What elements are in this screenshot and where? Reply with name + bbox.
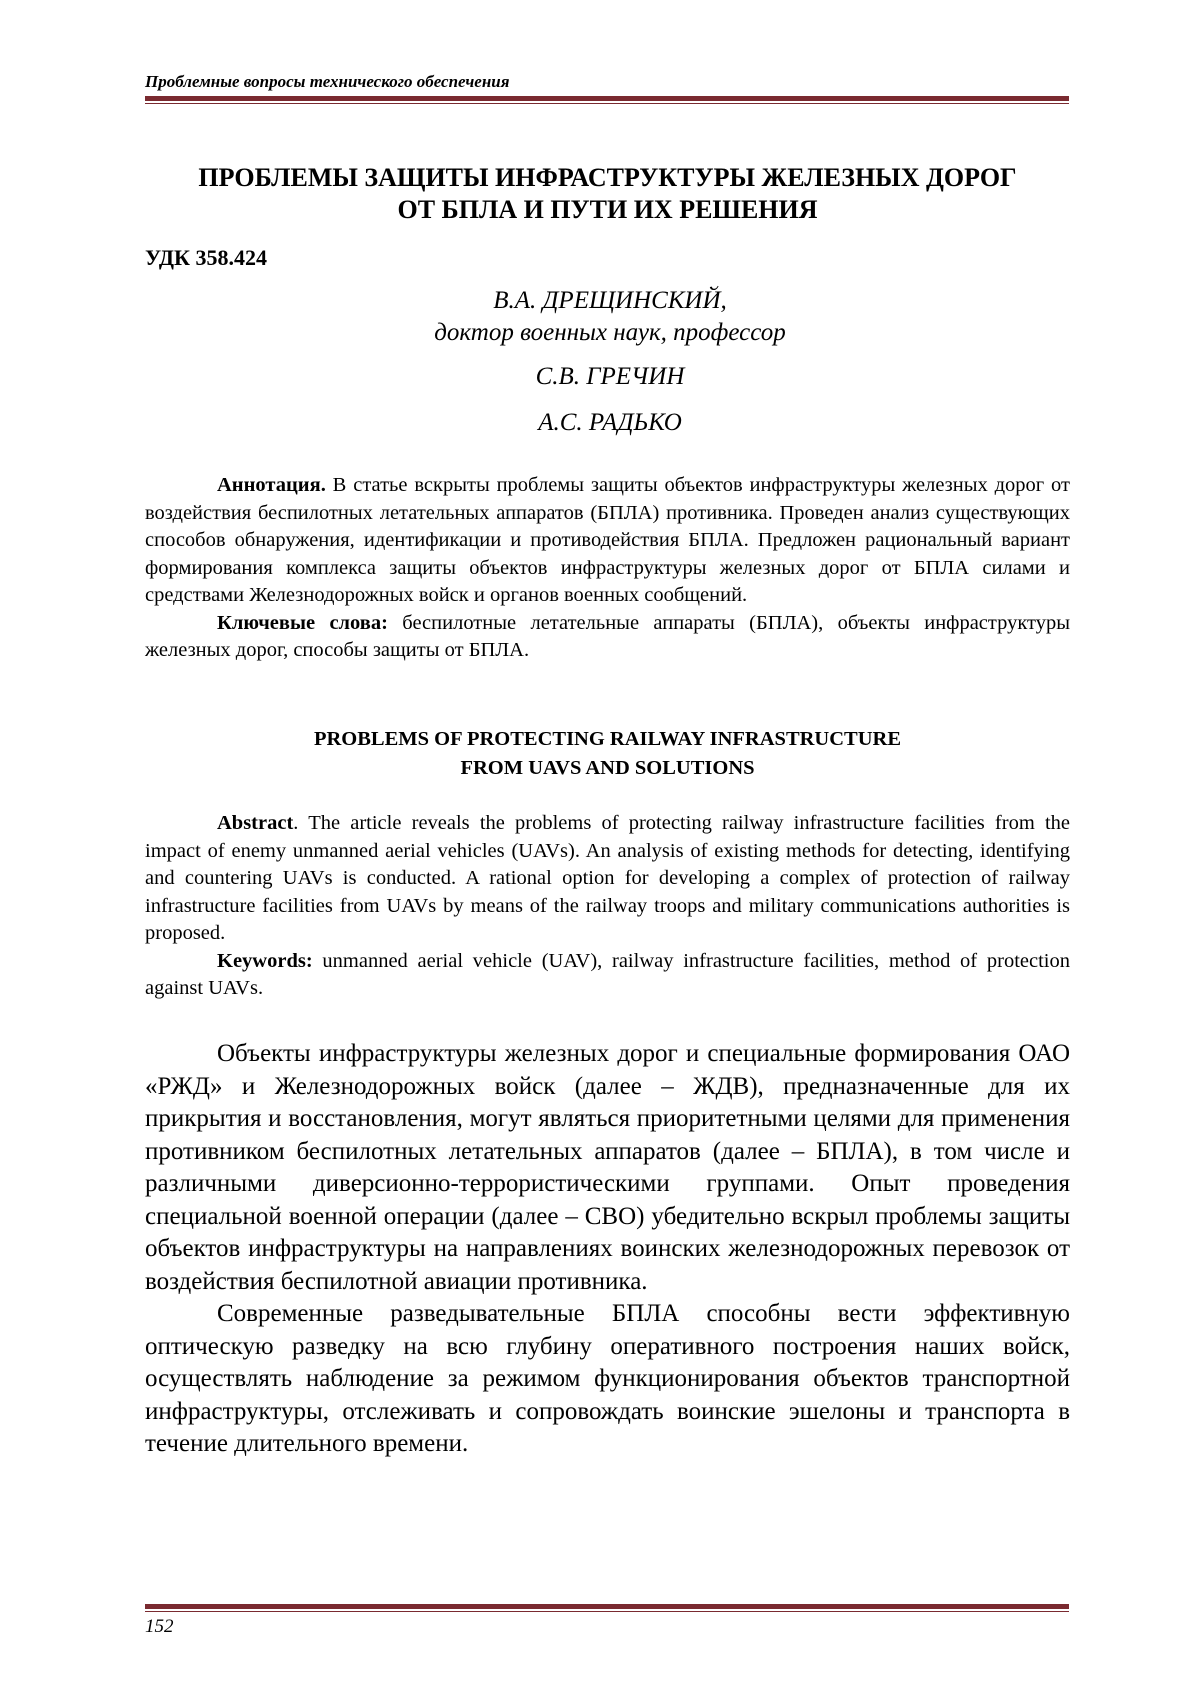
article-title-line-2: ОТ БПЛА И ПУТИ ИХ РЕШЕНИЯ [397,195,818,224]
keywords-label-en: Keywords: [217,949,313,972]
author-list [350,285,870,439]
body-paragraph-1: Объекты инфраструктуры железных дорог и специальные формирования ОАО «РЖД» и Железнодорожных войск (далее – ЖДВ), предназначенные для их прикрытия и восстановления, могут являться приоритетными целями для применения противником беспилотных летательных аппаратов (далее – БПЛА), в том числе и различными диверсионно-террористическими группами. Опыт проведения специальной военной операции (далее – СВО) убедительно вскрыл проблемы защиты объектов инфраструктуры на направлениях воинских железнодорожных перевозок от воздействия беспилотной авиации противника. [145,1040,1070,1295]
author-name-2: С.В. ГРЕЧИН [535,363,685,390]
body-paragraph-2: Современные разведывательные БПЛА способны вести эффективную оптическую разведку на всю глубину оперативного построения наших войск, осуществлять наблюдение за режимом функционирования объектов транспортной инфраструктуры, отслеживать и сопровождать воинские эшелоны и транспорта в течение длительного времени. [145,1300,1070,1457]
running-header: Проблемные вопросы технического обеспечения [145,72,510,91]
author-name-3: А.С. РАДЬКО [538,409,682,436]
russian-abstract-paragraph [145,472,1070,610]
keywords-text-en: unmanned aerial vehicle (UAV), railway infrastructure facilities, method of protection against UAVs. [145,949,1070,999]
abstract-text: . The article reveals the problems of protecting railway infrastructure facilities from the impact of enemy unmanned aerial vehicles (UAVs). An analysis of existing methods for detecting, identifying and countering UAVs is conducted. A rational option for developing a complex of protection of railway infrastructure facilities from UAVs by means of the railway troops and military communications authorities is proposed. [145,812,1070,944]
keywords-label-ru: Ключевые слова: [217,611,388,634]
russian-keywords-paragraph [145,610,1070,665]
abstract-label: Abstract [217,812,294,834]
article-title [145,162,1070,226]
english-title-line-2: FROM UAVS AND SOLUTIONS [460,757,755,779]
article-title-line-1: ПРОБЛЕМЫ ЗАЩИТЫ ИНФРАСТРУКТУРЫ ЖЕЛЕЗНЫХ ДОРОГ [198,163,1017,192]
article-body [145,1038,1070,1461]
english-keywords-paragraph [145,948,1070,1003]
english-title-line-1: PROBLEMS OF PROTECTING RAILWAY INFRASTRUCTURE [313,728,901,750]
header-rule [145,96,1069,104]
annotation-label: Аннотация. [217,474,326,496]
udk-code: УДК 358.424 [145,245,268,270]
annotation-text: В статье вскрыты проблемы защиты объектов инфраструктуры железных дорог от воздействия беспилотных летательных аппаратов (БПЛА) противника. Проведен анализ существующих способов обнаружения, идентификации и противодействия БПЛА. Предложен рациональный вариант формирования комплекса защиты объектов инфраструктуры железных дорог от БПЛА силами и средствами Железнодорожных войск и органов военных сообщений. [145,474,1070,606]
russian-abstract [145,472,1070,665]
english-abstract [145,810,1070,1003]
page-number: 152 [145,1616,174,1637]
english-abstract-paragraph [145,810,1070,948]
author-credentials-1: доктор военных наук, профессор [434,319,786,346]
footer-rule [145,1604,1069,1612]
author-name-1: В.А. ДРЕЩИНСКИЙ, [493,287,727,314]
english-title [145,725,1070,783]
keywords-text-ru: беспилотные летательные аппараты (БПЛА), объекты инфраструктуры железных дорог, способы защиты от БПЛА. [145,611,1070,661]
